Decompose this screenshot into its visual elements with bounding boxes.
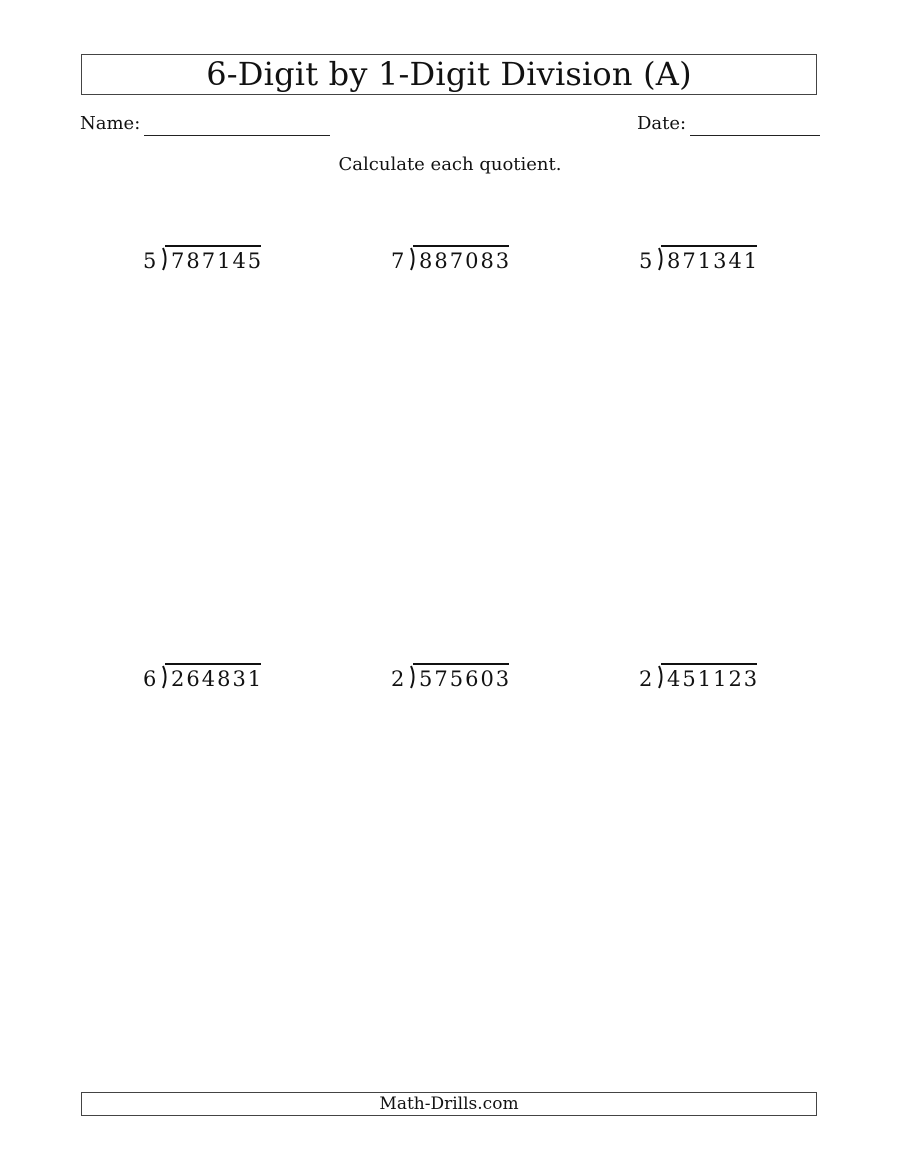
dividend: 451123 bbox=[667, 667, 760, 691]
divisor: 6 bbox=[143, 667, 159, 691]
division-bracket-icon bbox=[409, 247, 417, 271]
dividend: 887083 bbox=[419, 249, 512, 273]
divisor: 7 bbox=[391, 249, 407, 273]
division-bracket-icon bbox=[161, 665, 169, 689]
division-bar bbox=[661, 663, 757, 665]
dividend: 871341 bbox=[667, 249, 760, 273]
division-bracket-icon bbox=[657, 665, 665, 689]
division-bar bbox=[661, 245, 757, 247]
dividend: 264831 bbox=[171, 667, 264, 691]
name-field[interactable] bbox=[144, 135, 330, 136]
divisor: 5 bbox=[143, 249, 159, 273]
date-field[interactable] bbox=[690, 135, 820, 136]
date-label: Date: bbox=[637, 113, 687, 134]
division-bracket-icon bbox=[409, 665, 417, 689]
instructions: Calculate each quotient. bbox=[338, 154, 562, 175]
divisor: 2 bbox=[391, 667, 407, 691]
name-label: Name: bbox=[80, 113, 141, 134]
worksheet-title: 6-Digit by 1-Digit Division (A) bbox=[81, 54, 817, 95]
division-bar bbox=[413, 245, 509, 247]
division-bar bbox=[413, 663, 509, 665]
dividend: 575603 bbox=[419, 667, 512, 691]
division-bracket-icon bbox=[657, 247, 665, 271]
dividend: 787145 bbox=[171, 249, 264, 273]
division-bar bbox=[165, 245, 261, 247]
division-bar bbox=[165, 663, 261, 665]
footer-site-name: Math-Drills.com bbox=[81, 1092, 817, 1116]
divisor: 5 bbox=[639, 249, 655, 273]
division-bracket-icon bbox=[161, 247, 169, 271]
divisor: 2 bbox=[639, 667, 655, 691]
